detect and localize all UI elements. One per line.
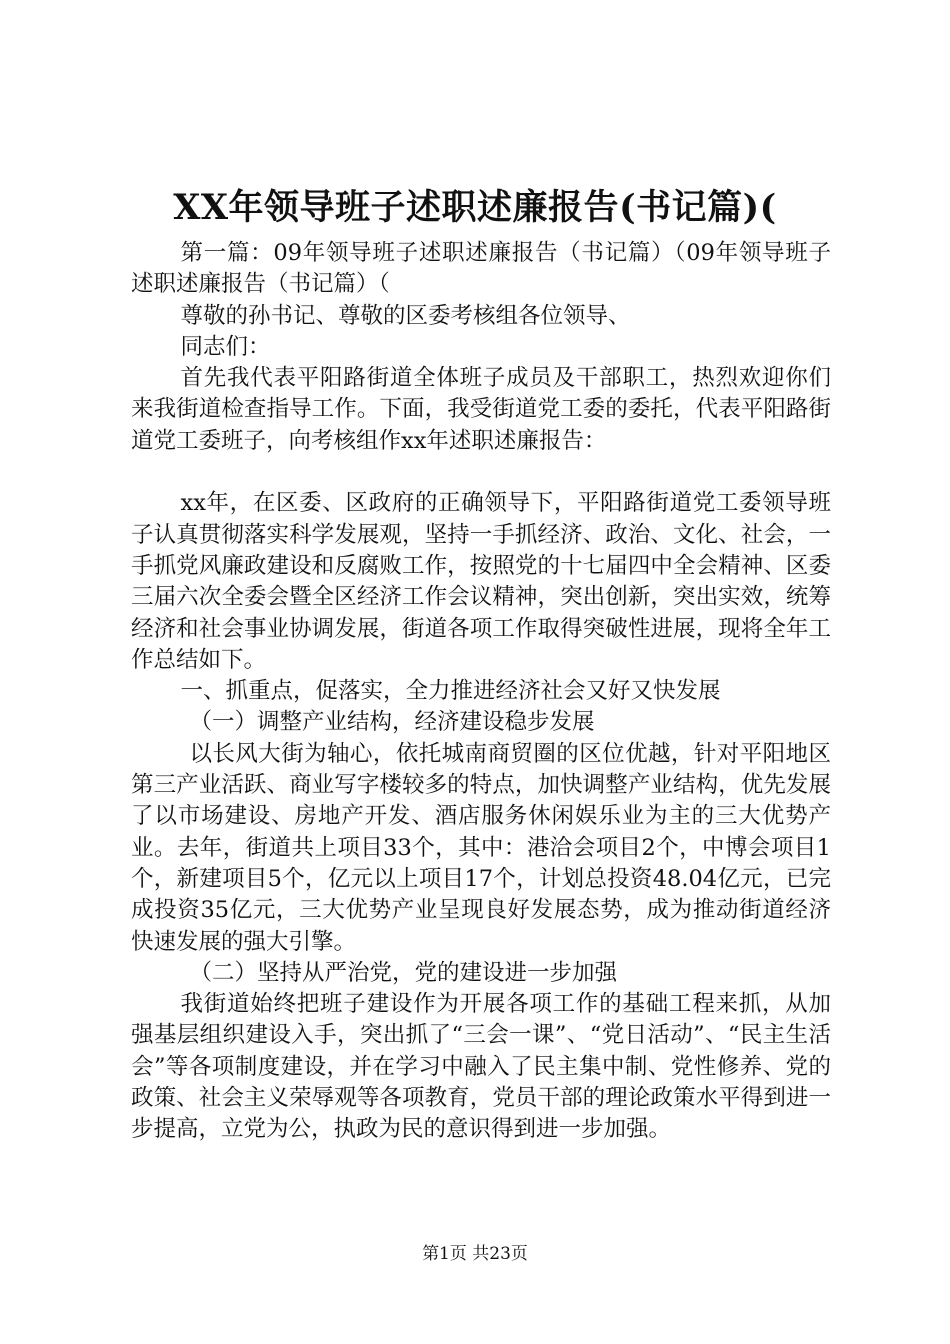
paragraph-summary: xx年，在区委、区政府的正确领导下，平阳路街道党工委领导班子认真贯彻落实科学发展观，坚持一手抓经济、政治、文化、社会，一手抓党风廉政建设和反腐败工作，按照党的十七届四中全会精神、区委三届六次全委会暨全区经济工作会议精神，突出创新，突出实效，统筹经济和社会事业协调发展，街道各项工作取得突破性进展，现将全年工作总结如下。: [131, 490, 831, 673]
section-heading-1: 一、抓重点，促落实，全力推进经济社会又好又快发展: [180, 678, 721, 705]
document-title: XX年领导班子述职述廉报告(书记篇)(: [173, 187, 777, 228]
paragraph-greeting: 同志们：: [180, 333, 271, 360]
page-footer: 第1页 共23页: [422, 1244, 528, 1264]
paragraph-salutation: 尊敬的孙书记、尊敬的区委考核组各位领导、: [180, 302, 631, 329]
document-body: [131, 238, 831, 1146]
paragraph-intro: 第一篇：09年领导班子述职述廉报告（书记篇）（09年领导班子述职述廉报告（书记篇）（: [131, 240, 831, 298]
paragraph-opening: 首先我代表平阳路街道全体班子成员及干部职工，热烈欢迎你们来我街道检查指导工作。下面，我受街道党工委的委托，代表平阳路街道党工委班子，向考核组作xx年述职述廉报告：: [131, 365, 831, 454]
subsection-heading-2: （二）坚持从严治党，党的建设进一步加强: [189, 959, 618, 986]
subsection-heading-1: （一）调整产业结构，经济建设稳步发展: [189, 709, 595, 736]
paragraph-economy: 以长风大街为轴心，依托城南商贸圈的区位优越，针对平阳地区第三产业活跃、商业写字楼较多的特点，加快调整产业结构，优先发展了以市场建设、房地产开发、酒店服务休闲娱乐业为主的三大优势产业。去年，街道共上项目33个，其中：港洽会项目2个，中博会项目1个，新建项目5个，亿元以上项目17个，计划总投资48.04亿元，已完成投资35亿元，三大优势产业呈现良好发展态势，成为推动街道经济快速发展的强大引擎。: [131, 740, 831, 955]
paragraph-party-building: 我街道始终把班子建设作为开展各项工作的基础工程来抓，从加强基层组织建设入手，突出抓了“三会一课”、“党日活动”、“民主生活会”等各项制度建设，并在学习中融入了民主集中制、党性修养、党的政策、社会主义荣辱观等各项教育，党员干部的理论政策水平得到进一步提高，立党为公，执政为民的意识得到进一步加强。: [131, 991, 831, 1143]
paragraph-blank: [131, 457, 831, 488]
